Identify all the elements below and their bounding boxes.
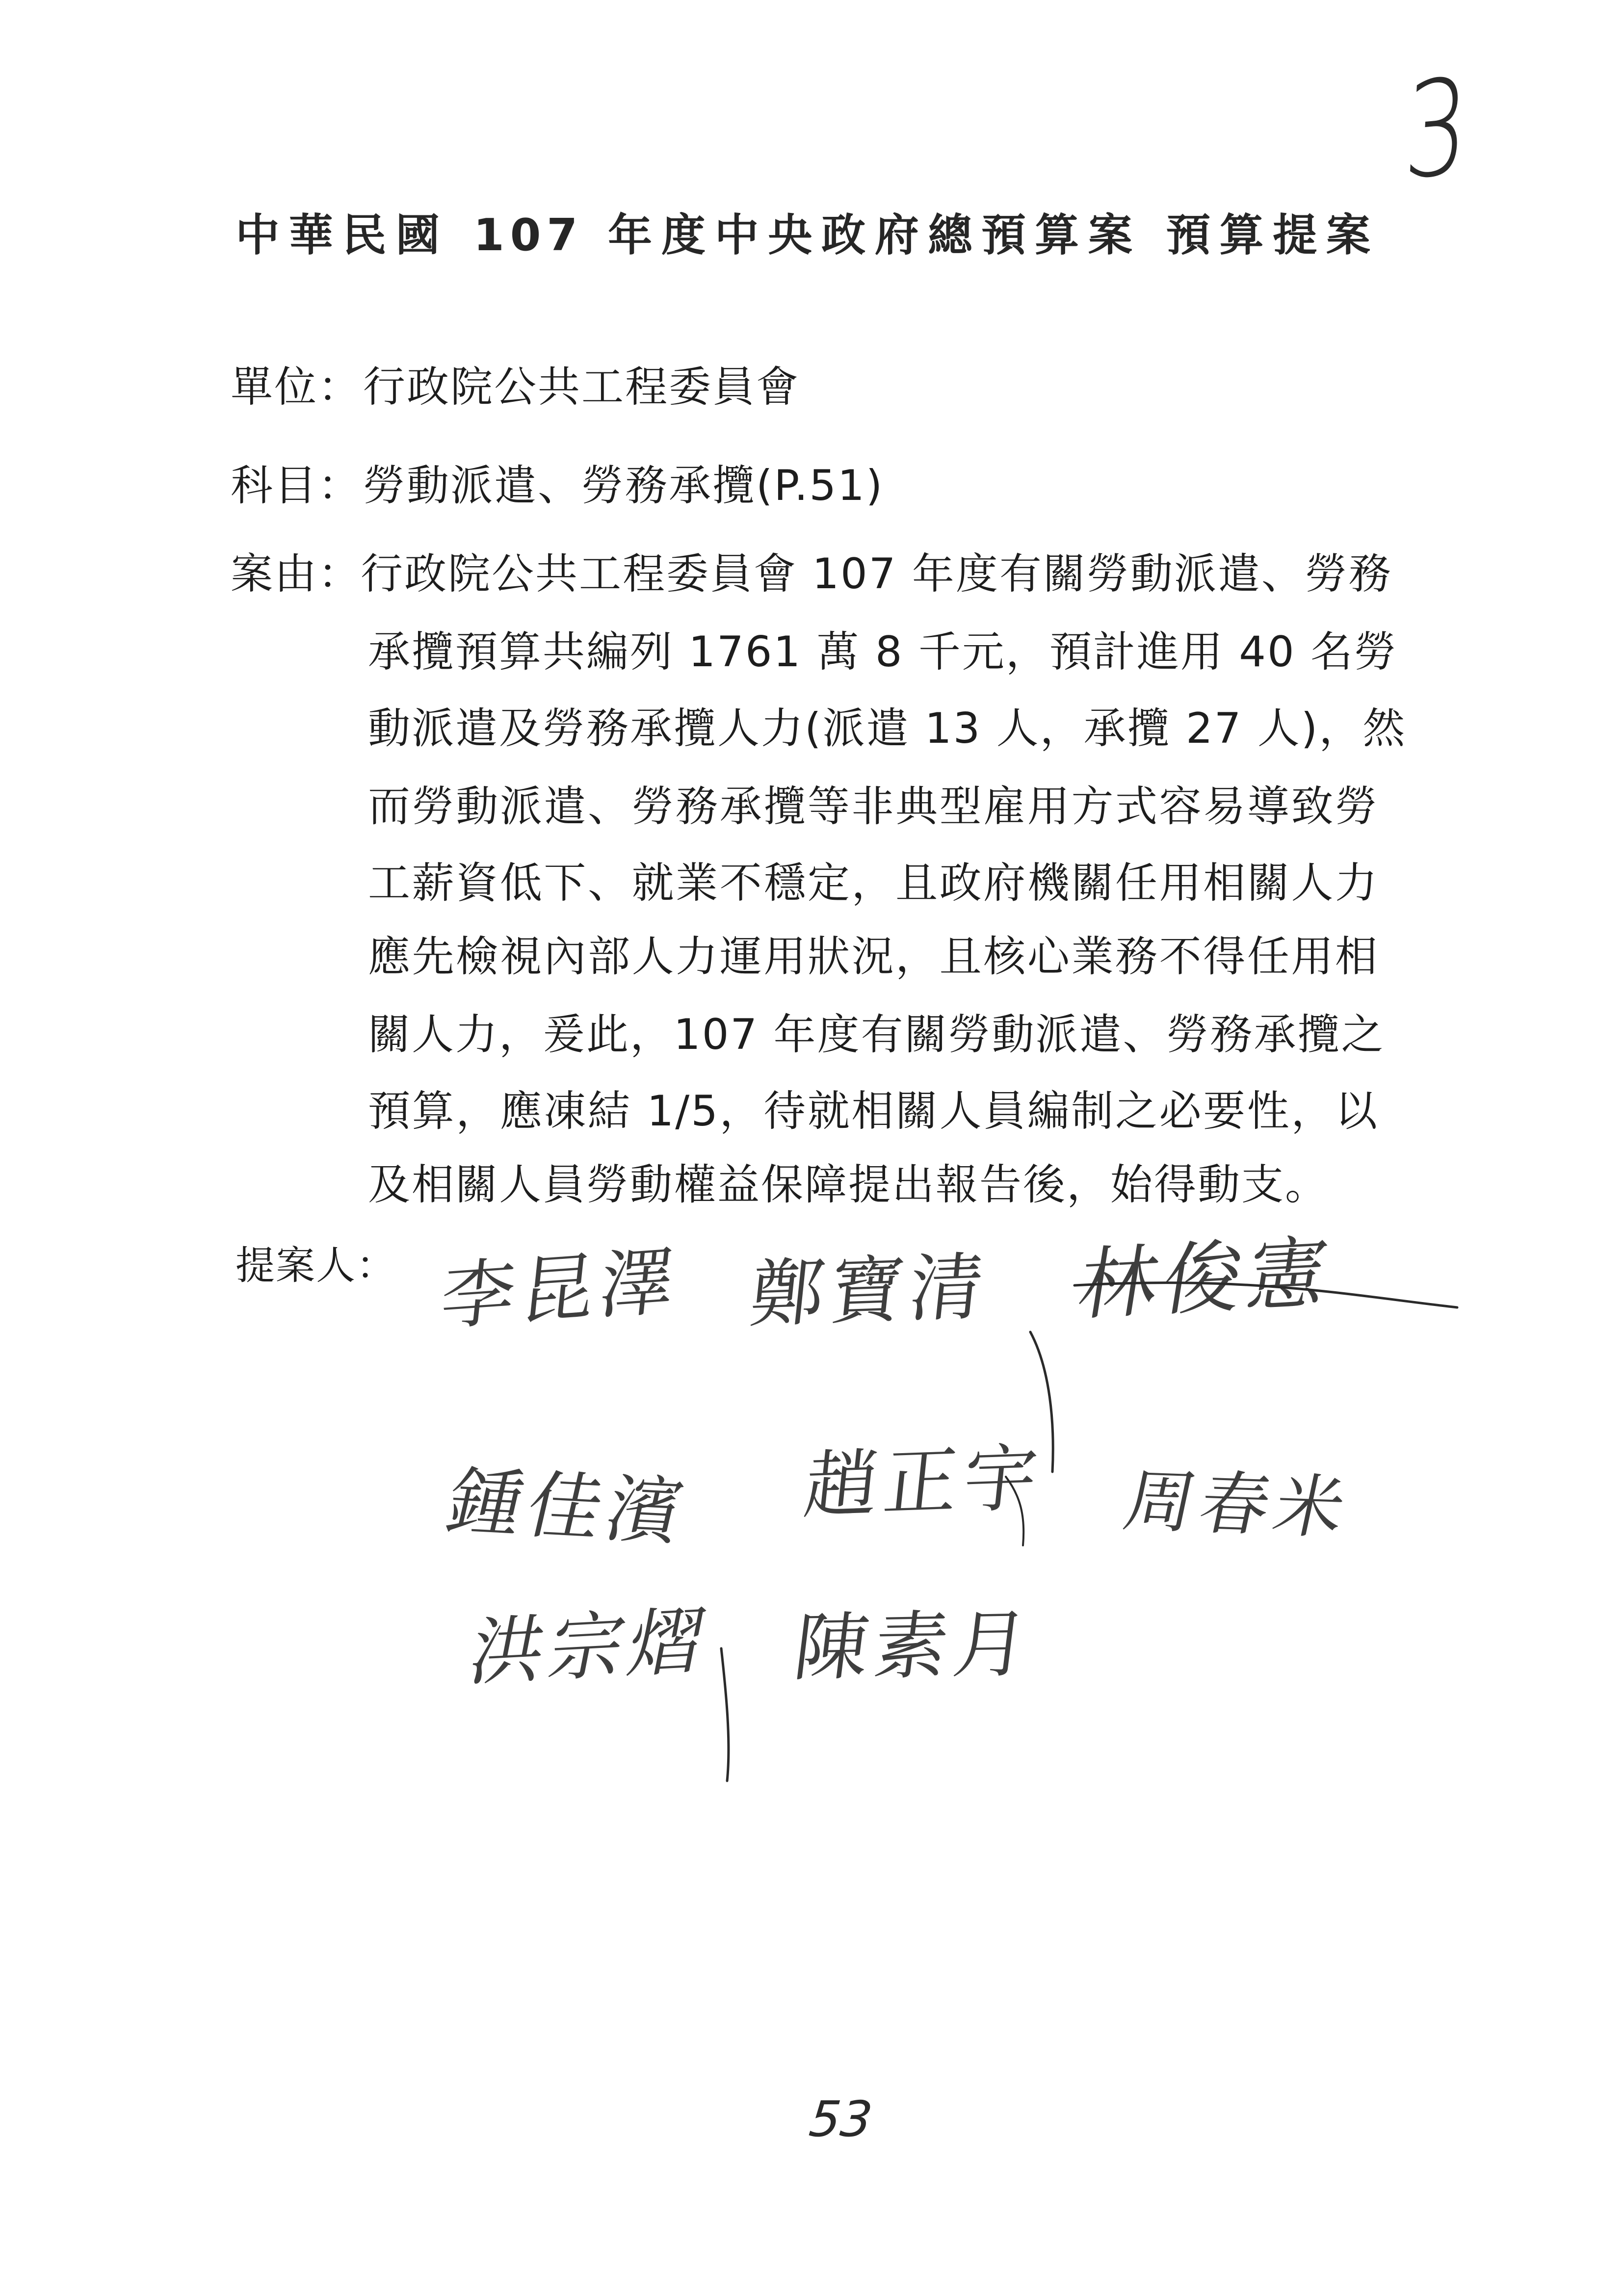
signature: 鍾佳濱 [439,1459,697,1556]
unit-value: 行政院公共工程委員會 [363,363,800,412]
reason-line: 工薪資低下、就業不穩定，且政府機關任用相關人力 [368,859,1379,908]
reason-line: 應先檢視內部人力運用狀況，且核心業務不得任用相 [368,932,1379,981]
reason-label: 案由： [231,549,362,599]
signature: 洪宗熠 [462,1597,718,1697]
document-title: 中華民國 107 年度中央政府總預算案 預算提案 [236,209,1376,261]
signature: 林俊憲 [1072,1226,1340,1331]
signature: 鄭寶清 [746,1244,994,1338]
reason-line: 而勞動派遣、勞務承攬等非典型雇用方式容易導致勞 [368,782,1379,831]
handwritten-page-number: 53 [806,2090,875,2148]
subject-value: 勞動派遣、勞務承攬(P.51) [363,461,884,510]
signature-stroke [1006,1477,1023,1545]
handwritten-page-mark: 3 [1400,49,1473,209]
signature-stroke [721,1648,729,1781]
subject-label: 科目： [231,461,362,510]
signature-stroke [1030,1332,1053,1472]
reason-line: 預算，應凍結 1/5，待就相關人員編制之必要性，以 [368,1087,1379,1136]
signature: 周春米 [1117,1461,1359,1549]
signature: 趙正宇 [800,1435,1048,1530]
signature: 陳素月 [789,1601,1039,1692]
reason-line: 及相關人員勞動權益保障提出報告後，始得動支。 [368,1160,1329,1209]
signature-stroke [1074,1283,1457,1307]
reason-line: 動派遣及勞務承攬人力(派遣 13 人，承攬 27 人)，然 [368,704,1407,753]
signature: 李昆澤 [437,1238,684,1341]
reason-line: 承攬預算共編列 1761 萬 8 千元，預計進用 40 名勞 [368,627,1398,677]
signature-strokes [417,1202,1521,1840]
reason-line: 關人力，爰此，107 年度有關勞動派遣、勞務承攬之 [368,1010,1385,1059]
unit-label: 單位： [231,363,362,412]
reason-line: 行政院公共工程委員會 107 年度有關勞動派遣、勞務 [361,549,1392,599]
proposers-label: 提案人： [236,1243,396,1288]
